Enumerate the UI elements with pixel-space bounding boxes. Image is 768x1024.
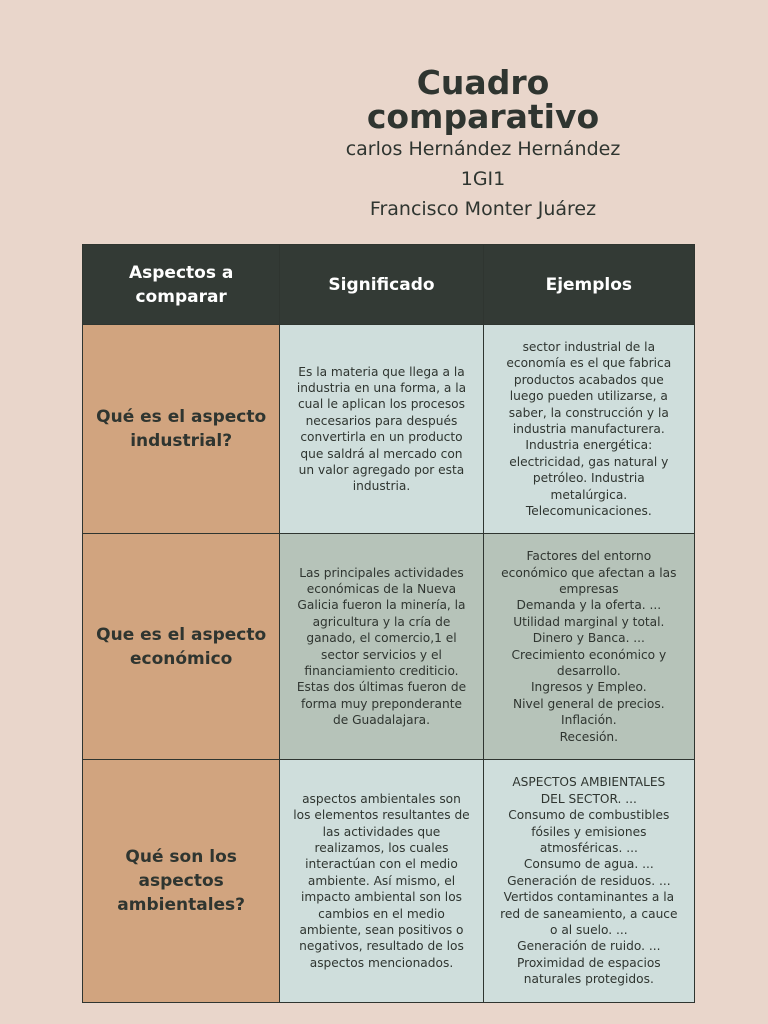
- document-header: [300, 63, 666, 224]
- table-row: [83, 325, 695, 534]
- table-header-row: [83, 245, 695, 325]
- ejemplos-industrial: sector industrial de la economía es el que fabrica productos acabados que luego pueden utilizarse, a saber, la construcción y la industria manufacturera. Industria energética: electricidad, gas natural y petróleo. Industria metalúrgica. Telecomunicaciones.: [483, 325, 694, 534]
- header-aspectos: Aspectos a comparar: [83, 245, 280, 325]
- header-significado: Significado: [280, 245, 483, 325]
- ejemplos-ambiental: ASPECTOS AMBIENTALES DEL SECTOR. ... Consumo de combustibles fósiles y emisiones atmosféricas. ... Consumo de agua. ... Generación de residuos. ... Vertidos contaminantes a la red de saneamiento, a cauce o al suelo. ... Generación de ruido. ... Proximidad de espacios naturales protegidos.: [483, 760, 694, 1003]
- significado-economico: Las principales actividades económicas de la Nueva Galicia fueron la minería, la agricultura y la cría de ganado, el comercio,1 el sector servicios y el financiamiento crediticio. Estas dos últimas fueron de forma muy preponderante de Guadalajara.: [280, 534, 483, 760]
- table-row: [83, 760, 695, 1003]
- ejemplos-economico: Factores del entorno económico que afectan a las empresas Demanda y la oferta. ... Utilidad marginal y total. Dinero y Banca. ... Crecimiento económico y desarrollo. Ingresos y Empleo. Nivel general de precios. Inflación. Recesión.: [483, 534, 694, 760]
- header-ejemplos: Ejemplos: [483, 245, 694, 325]
- teacher-name: Francisco Monter Juárez: [369, 198, 597, 220]
- aspect-ambiental: Qué son los aspectos ambientales?: [83, 760, 280, 1003]
- title-line-2: comparativo: [366, 97, 600, 136]
- author-name: carlos Hernández Hernández: [345, 138, 621, 160]
- comparison-table: [82, 244, 695, 1003]
- significado-industrial: Es la materia que llega a la industria en una forma, a la cual le aplican los procesos necesarios para después convertirla en un producto que saldrá al mercado con un valor agregado por esta industria.: [280, 325, 483, 534]
- aspect-industrial: Qué es el aspecto industrial?: [83, 325, 280, 534]
- title-line-1: Cuadro: [416, 63, 550, 102]
- group-code: 1GI1: [460, 168, 506, 190]
- significado-ambiental: aspectos ambientales son los elementos resultantes de las actividades que realizamos, los cuales interactúan con el medio ambiente. Así mismo, el impacto ambiental son los cambios en el medio ambiente, sean positivos o negativos, resultado de los aspectos mencionados.: [280, 760, 483, 1003]
- aspect-economico: Que es el aspecto económico: [83, 534, 280, 760]
- table-row: [83, 534, 695, 760]
